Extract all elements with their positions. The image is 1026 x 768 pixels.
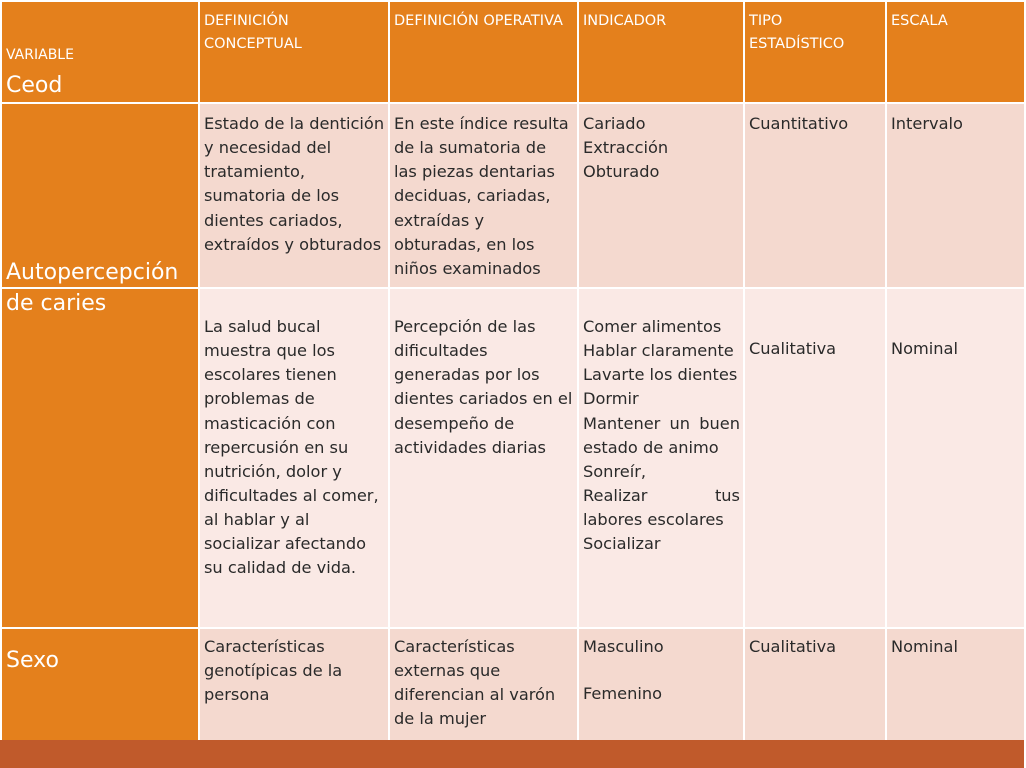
definicion-conceptual-cell: La salud bucal muestra que los escolares tienen problemas de masticación con repercusión en su nutrición, dolor y dificultades al comer, al hablar y al socializar afectando su calidad de vida.: [199, 288, 389, 628]
indicador-cell: [578, 288, 744, 628]
indicador-item: Hablar claramente: [583, 341, 734, 361]
tipo-estadistico-cell: Cualitativa: [744, 628, 886, 754]
indicador-item: Lavarte los dientes: [583, 365, 738, 385]
variable-name: Ceod: [6, 73, 63, 98]
header-definicion-conceptual: DEFINICIÓN CONCEPTUAL: [199, 1, 389, 103]
indicador-cell: [578, 628, 744, 754]
indicador-item: Mantener un buen estado de animo: [583, 413, 740, 457]
definicion-conceptual-cell: Estado de la dentición y necesidad del tratamiento, sumatoria de los dientes cariados, extraídos y obturados: [199, 103, 389, 288]
variable-name: Autopercepción de caries: [6, 259, 179, 317]
indicador-item: Obturado: [583, 162, 660, 182]
indicador-item: Socializar: [583, 534, 661, 554]
definicion-operativa-cell: Percepción de las dificultades generadas por los dientes cariados en el desempeño de actividades diarias: [389, 288, 578, 628]
variable-cell: [1, 259, 199, 628]
indicador-item: Masculino: [583, 636, 664, 656]
indicador-item: Femenino: [583, 684, 663, 704]
indicador-item: Cariado: [583, 114, 646, 133]
header-indicador: INDICADOR: [578, 1, 744, 103]
variable-name: Sexo: [6, 647, 59, 673]
header-tipo-estadistico: TIPO ESTADÍSTICO: [744, 1, 886, 103]
variable-cell: [1, 628, 199, 754]
tipo-estadistico-cell: Cuantitativo: [744, 103, 886, 288]
header-definicion-operativa: DEFINICIÓN OPERATIVA: [389, 1, 578, 103]
tipo-estadistico-cell: Cualitativa: [744, 288, 886, 628]
definicion-conceptual-cell: Características genotípicas de la persona: [199, 628, 389, 754]
indicador-item: Dormir: [583, 389, 639, 409]
escala-cell: Intervalo: [886, 103, 1025, 288]
indicador-item: Comer alimentos: [583, 316, 722, 336]
indicador-cell: [578, 103, 744, 288]
escala-cell: Nominal: [886, 288, 1025, 628]
table-row-autopercepcion: [1, 288, 1025, 628]
escala-cell: Nominal: [886, 628, 1025, 754]
indicador-item: Extracción: [583, 138, 669, 158]
definicion-operativa-cell: En este índice resulta de la sumatoria de las piezas dentarias deciduas, cariadas, extraídas y obturadas, en los niños examinados: [389, 103, 578, 288]
header-variable: VARIABLE: [1, 1, 199, 103]
footer-bar: [0, 740, 1024, 768]
indicador-item: Sonreír,: [583, 461, 646, 481]
header-escala: ESCALA: [886, 1, 1025, 103]
table-row-sexo: [1, 628, 1025, 754]
indicador-spacer: [583, 659, 740, 682]
definicion-operativa-cell: Características externas que diferencian al varón de la mujer: [389, 628, 578, 754]
indicador-item: Realizar tus labores escolares: [583, 485, 740, 530]
